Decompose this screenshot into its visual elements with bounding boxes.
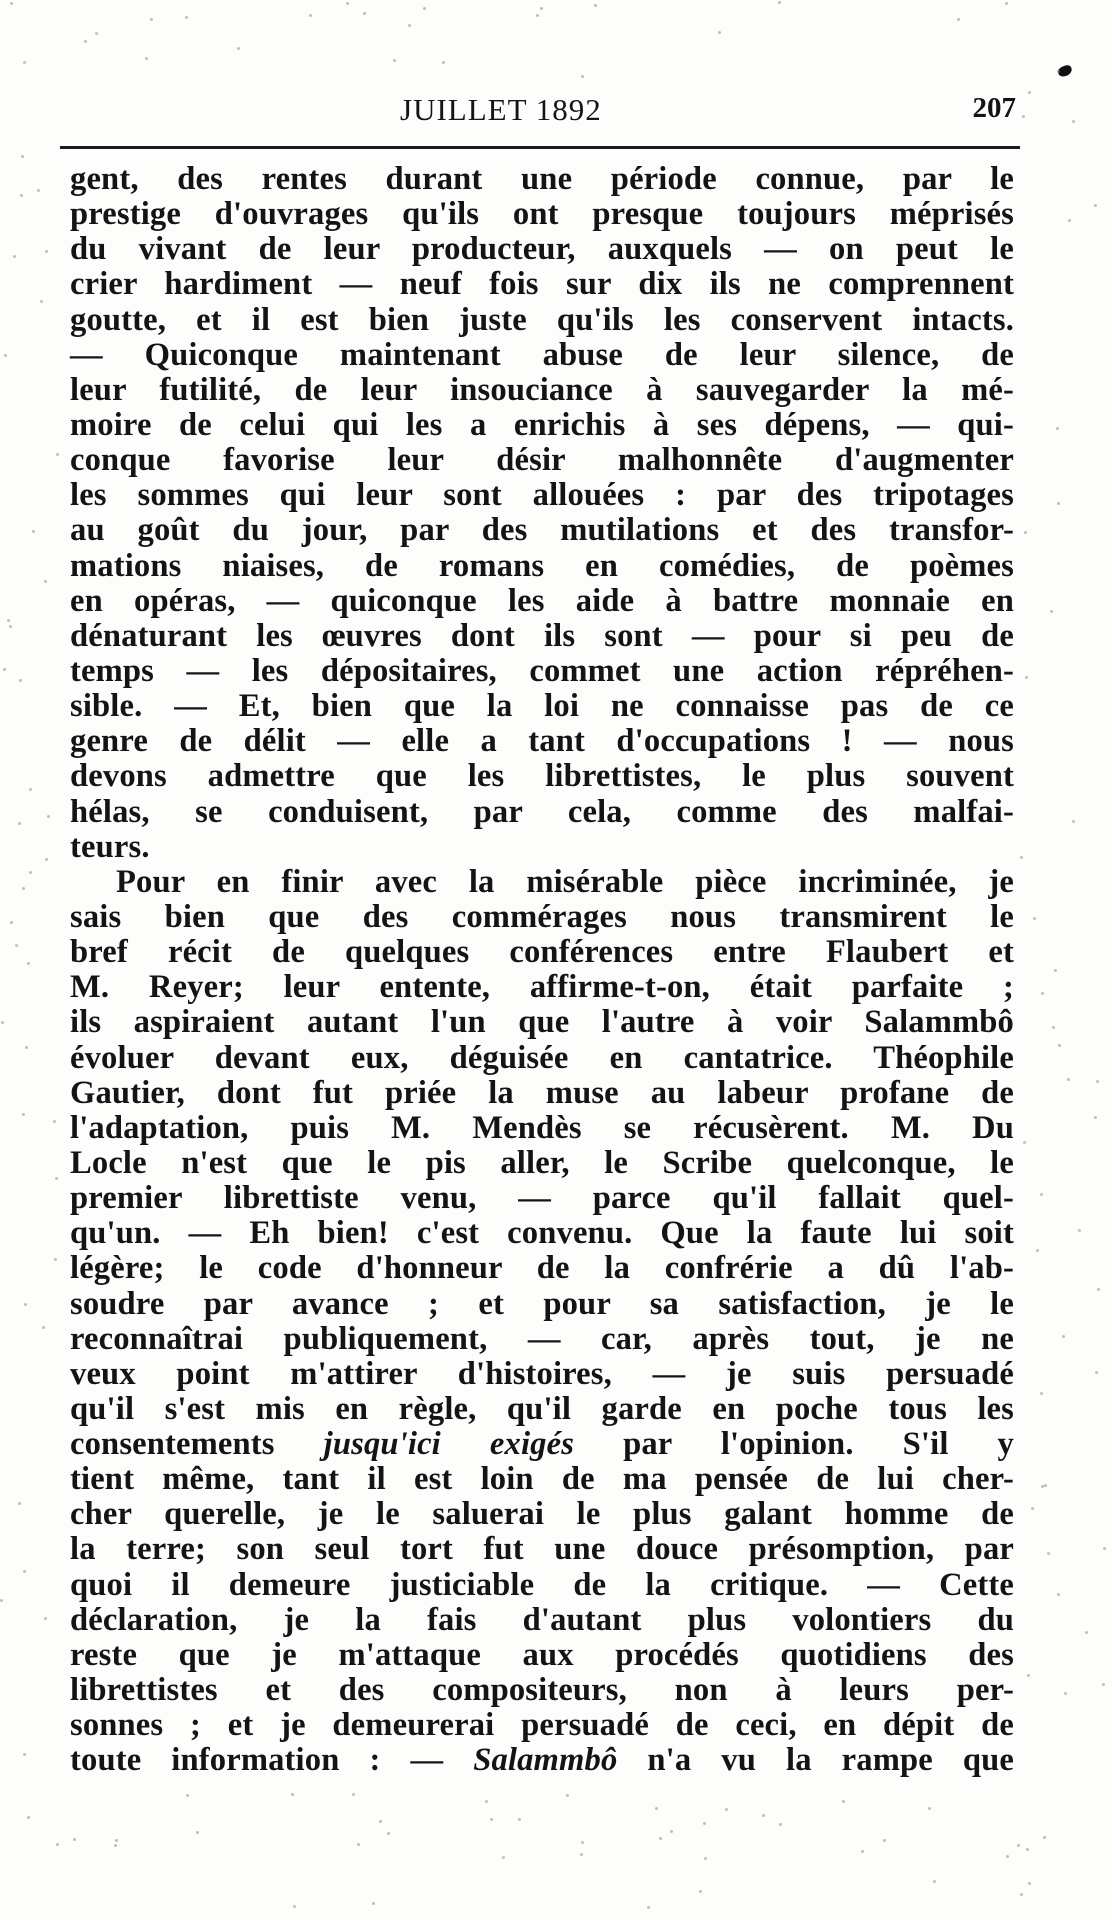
text-line: teurs.: [70, 828, 150, 865]
scan-speck: [1026, 1848, 1029, 1851]
scan-speck: [0, 1599, 3, 1602]
text-line: premier librettiste venu, — parce qu'il fallait quel-: [70, 1180, 1014, 1217]
text-line: bref récit de quelques conférences entre Flaubert et: [70, 934, 1014, 971]
scan-speck: [293, 1905, 296, 1908]
scan-speck: [933, 1880, 936, 1883]
scan-speck: [115, 1839, 118, 1842]
scan-speck: [540, 7, 543, 10]
scan-speck: [1047, 1552, 1050, 1555]
scan-speck: [423, 7, 426, 10]
scan-speck: [1025, 676, 1028, 679]
scan-speck: [346, 2, 349, 5]
scan-speck: [1052, 1026, 1055, 1029]
text-line: au goût du jour, par des mutilations et des transfor-: [70, 512, 1014, 549]
scan-speck: [23, 1753, 26, 1756]
scan-speck: [84, 40, 87, 43]
text-line: moire de celui qui les a enrichis à ses dépens, — qui-: [70, 406, 1014, 443]
scan-speck: [45, 858, 48, 861]
scan-speck: [659, 1837, 662, 1840]
scan-speck: [40, 300, 43, 303]
scan-speck: [490, 1818, 493, 1821]
text-line: Gautier, dont fut priée la muse au labeur profane de: [70, 1074, 1014, 1111]
scan-speck: [1020, 856, 1023, 859]
scan-speck: [1095, 1371, 1098, 1374]
scan-speck: [1057, 70, 1060, 73]
header-rule: [60, 146, 1020, 149]
scan-speck: [928, 1807, 931, 1810]
text-line: conque favorise leur désir malhonnête d'augmenter: [70, 442, 1014, 479]
text-line: temps — les dépositaires, commet une action répréhen-: [70, 652, 1014, 689]
text-line: M. Reyer; leur entente, affirme-t-on, était parfaite ;: [70, 969, 1014, 1006]
scan-speck: [1040, 1193, 1043, 1196]
scan-speck: [1062, 1335, 1065, 1338]
scan-speck: [762, 1814, 765, 1817]
text-segment: toute information : —: [70, 1742, 474, 1779]
scan-speck: [150, 18, 153, 21]
scan-speck: [1094, 204, 1097, 207]
text-line: évoluer devant eux, déguisée en cantatrice. Théophile: [70, 1039, 1014, 1076]
scan-speck: [670, 1830, 673, 1833]
running-header: [60, 88, 1030, 134]
text-line: [70, 1743, 1014, 1778]
text-line: les sommes qui leur sont allouées : par des tripotages: [70, 477, 1014, 514]
scan-speck: [1096, 1080, 1099, 1083]
scan-speck: [647, 1906, 650, 1909]
page-number: 207: [972, 92, 1016, 124]
text-line: sonnes ; et je demeurerai persuadé de ceci, en dépit de: [70, 1707, 1014, 1744]
text-line: qu'il s'est mis en règle, qu'il garde en poche tous les: [70, 1390, 1014, 1427]
running-title: JUILLET 1892: [400, 92, 602, 127]
scan-speck: [56, 453, 59, 456]
scan-speck: [21, 155, 24, 158]
scan-speck: [1057, 502, 1060, 505]
scan-speck: [18, 1502, 21, 1505]
scan-speck: [53, 1120, 56, 1123]
text-line: dénaturant les œuvres dont ils sont — pour si peu de: [70, 617, 1014, 654]
scan-speck: [15, 944, 18, 947]
text-line: légère; le code d'honneur de la confrérie a dû l'ab-: [70, 1250, 1014, 1287]
scan-speck: [580, 1853, 583, 1856]
scan-speck: [45, 250, 48, 253]
scan-speck: [3, 668, 6, 671]
scan-speck: [518, 1818, 521, 1821]
scan-speck: [145, 57, 148, 60]
scan-speck: [44, 580, 47, 583]
scan-speck: [22, 887, 25, 890]
scan-speck: [1043, 1836, 1046, 1839]
scan-speck: [1023, 1141, 1026, 1144]
scan-speck: [186, 1794, 189, 1797]
text-line: prestige d'ouvrages qu'ils ont presque toujours méprisés: [70, 196, 1014, 233]
body-text: [70, 162, 1014, 1778]
scan-speck: [372, 1902, 375, 1905]
scan-speck: [42, 1326, 45, 1329]
scan-speck: [536, 14, 539, 17]
text-line: gent, des rentes durant une période connue, par le: [70, 161, 1014, 197]
scan-speck: [655, 1807, 658, 1810]
scan-speck: [581, 1841, 584, 1844]
scan-speck: [22, 1113, 25, 1116]
scan-speck: [357, 1843, 360, 1846]
scan-speck: [485, 1800, 488, 1803]
text-line: devons admettre que les librettistes, le plus souvent: [70, 758, 1014, 795]
scan-speck: [1028, 1882, 1031, 1885]
text-line: sais bien que des commérages nous transmirent le: [70, 898, 1014, 935]
text-line: reconnaîtrai publiquement, — car, après tout, je ne: [70, 1320, 1014, 1357]
text-line: genre de délit — elle a tant d'occupations ! — nous: [70, 723, 1014, 760]
text-line: quoi il demeure justiciable de la critique. — Cette: [70, 1566, 1014, 1603]
scan-speck: [10, 2, 13, 5]
scan-speck: [352, 1793, 355, 1796]
text-line: crier hardiment — neuf fois sur dix ils ne comprennent: [70, 266, 1014, 303]
text-line: mations niaises, de romans en comédies, de poèmes: [70, 547, 1014, 584]
text-line: en opéras, — quiconque les aide à battre monnaie en: [70, 582, 1014, 619]
scan-speck: [10, 921, 13, 924]
text-segment: par l'opinion. S'il y: [574, 1426, 1014, 1463]
scan-speck: [1041, 992, 1044, 995]
scan-speck: [29, 871, 32, 874]
scan-speck: [185, 16, 188, 19]
scan-speck: [29, 788, 32, 791]
scan-speck: [1033, 917, 1036, 920]
text-line: hélas, se conduisent, par cela, comme des malfai-: [70, 793, 1014, 830]
scan-speck: [442, 61, 445, 64]
scan-speck: [883, 1839, 886, 1842]
italic-segment: Salammbô: [473, 1742, 618, 1779]
scan-speck: [1068, 219, 1071, 222]
scan-speck: [1102, 1683, 1105, 1686]
scan-speck: [1041, 1485, 1044, 1488]
text-line: sible. — Et, bien que la loi ne connaisse pas de ce: [70, 688, 1014, 725]
scan-speck: [196, 1831, 199, 1834]
text-line: leur futilité, de leur insouciance à sauvegarder la mé-: [70, 371, 1014, 408]
scan-speck: [1050, 610, 1053, 613]
scan-speck: [1040, 1392, 1043, 1395]
scan-speck: [23, 61, 26, 64]
scan-speck: [1017, 1844, 1020, 1847]
scan-speck: [842, 1800, 845, 1803]
scan-speck: [7, 619, 10, 622]
scan-speck: [957, 18, 960, 21]
scan-speck: [24, 1303, 27, 1306]
scan-speck: [1085, 1631, 1088, 1634]
scan-speck: [18, 822, 21, 825]
scan-speck: [718, 31, 721, 34]
scan-speck: [387, 1832, 390, 1835]
scan-speck: [27, 962, 30, 965]
scan-speck: [1036, 1249, 1039, 1252]
scan-speck: [1031, 1507, 1034, 1510]
text-line: veux point m'attirer d'histoires, — je suis persuadé: [70, 1355, 1014, 1392]
scan-speck: [309, 14, 312, 17]
scan-speck: [4, 354, 7, 357]
scan-speck: [699, 1890, 702, 1893]
text-line: — Quiconque maintenant abuse de leur silence, de: [70, 336, 1014, 373]
text-line: cher querelle, je le saluerai le plus galant homme de: [70, 1496, 1014, 1533]
scan-speck: [1056, 427, 1059, 430]
scan-speck: [502, 1856, 505, 1859]
scan-speck: [1020, 1893, 1023, 1896]
scan-speck: [1058, 1044, 1061, 1047]
scan-speck: [594, 4, 597, 7]
scan-speck: [56, 1843, 59, 1846]
scan-speck: [363, 12, 366, 15]
scan-speck: [1097, 1288, 1100, 1291]
scan-speck: [1072, 120, 1075, 123]
scan-speck: [581, 75, 584, 78]
scan-speck: [1078, 1229, 1081, 1232]
text-line: Locle n'est que le pis aller, le Scribe quelconque, le: [70, 1144, 1014, 1181]
text-line: l'adaptation, puis M. Mendès se récusèrent. M. Du: [70, 1109, 1014, 1146]
text-segment: consentements: [70, 1426, 324, 1463]
text-line: du vivant de leur producteur, auxquels — on peut le: [70, 231, 1014, 268]
text-line: tient même, tant il est loin de ma pensée de lui cher-: [70, 1461, 1014, 1498]
scan-speck: [237, 47, 240, 50]
scan-speck: [27, 1816, 30, 1819]
scan-speck: [1027, 1674, 1030, 1677]
scan-speck: [25, 1046, 28, 1049]
text-line: ils aspiraient autant l'un que l'autre à voir Salammbô: [70, 1004, 1014, 1041]
scan-speck: [1057, 1593, 1060, 1596]
scan-speck: [54, 1258, 57, 1261]
scan-speck: [44, 1617, 47, 1620]
text-line: qu'un. — Eh bien! c'est convenu. Que la faute lui soit: [70, 1215, 1014, 1252]
scan-speck: [408, 24, 411, 27]
scan-speck: [20, 194, 23, 197]
scan-speck: [1072, 820, 1075, 823]
scan-speck: [1044, 1484, 1047, 1487]
scan-speck: [704, 1857, 707, 1860]
scan-speck: [1094, 1116, 1097, 1119]
scan-speck: [1005, 2, 1008, 5]
scan-speck: [114, 1844, 117, 1847]
scan-speck: [47, 815, 50, 818]
scan-speck: [703, 1822, 706, 1825]
scan-speck: [55, 1177, 58, 1180]
text-line: déclaration, je la fais d'autant plus volontiers du: [70, 1601, 1014, 1638]
text-line: Pour en finir avec la misérable pièce incriminée, je: [116, 863, 1014, 900]
scan-speck: [1024, 531, 1027, 534]
text-line: la terre; son seul tort fut une douce présomption, par: [70, 1531, 1014, 1568]
scan-speck: [1006, 1855, 1009, 1858]
scan-speck: [32, 530, 35, 533]
text-segment: n'a vu la rampe que: [617, 1742, 1015, 1779]
scan-speck: [1064, 1692, 1067, 1695]
scan-speck: [9, 625, 12, 628]
scan-speck: [23, 1570, 26, 1573]
scan-speck: [13, 255, 16, 258]
scan-speck: [73, 1838, 76, 1841]
scan-speck: [95, 32, 98, 35]
scan-speck: [1067, 1078, 1070, 1081]
scan-speck: [393, 59, 396, 62]
scan-speck: [379, 1820, 382, 1823]
text-line: [70, 1427, 1014, 1462]
italic-segment: jusqu'ici exigés: [323, 1426, 575, 1463]
scan-speck: [778, 1, 781, 4]
scan-speck: [566, 1794, 569, 1797]
scan-speck: [725, 1808, 728, 1811]
scan-speck: [1, 1021, 4, 1024]
text-line: reste que je m'attaque aux procédés quotidiens des: [70, 1636, 1014, 1673]
text-line: librettistes et des compositeurs, non à leurs per-: [70, 1672, 1014, 1709]
scan-speck: [1103, 1547, 1106, 1550]
scan-speck: [37, 189, 40, 192]
scan-speck: [19, 679, 22, 682]
scan-speck: [291, 1793, 294, 1796]
scan-speck: [779, 1823, 782, 1826]
scan-speck: [1054, 969, 1057, 972]
scan-speck: [861, 1850, 864, 1853]
text-line: goutte, et il est bien juste qu'ils les conservent intacts.: [70, 301, 1014, 338]
text-line: soudre par avance ; et pour sa satisfaction, je le: [70, 1285, 1014, 1322]
